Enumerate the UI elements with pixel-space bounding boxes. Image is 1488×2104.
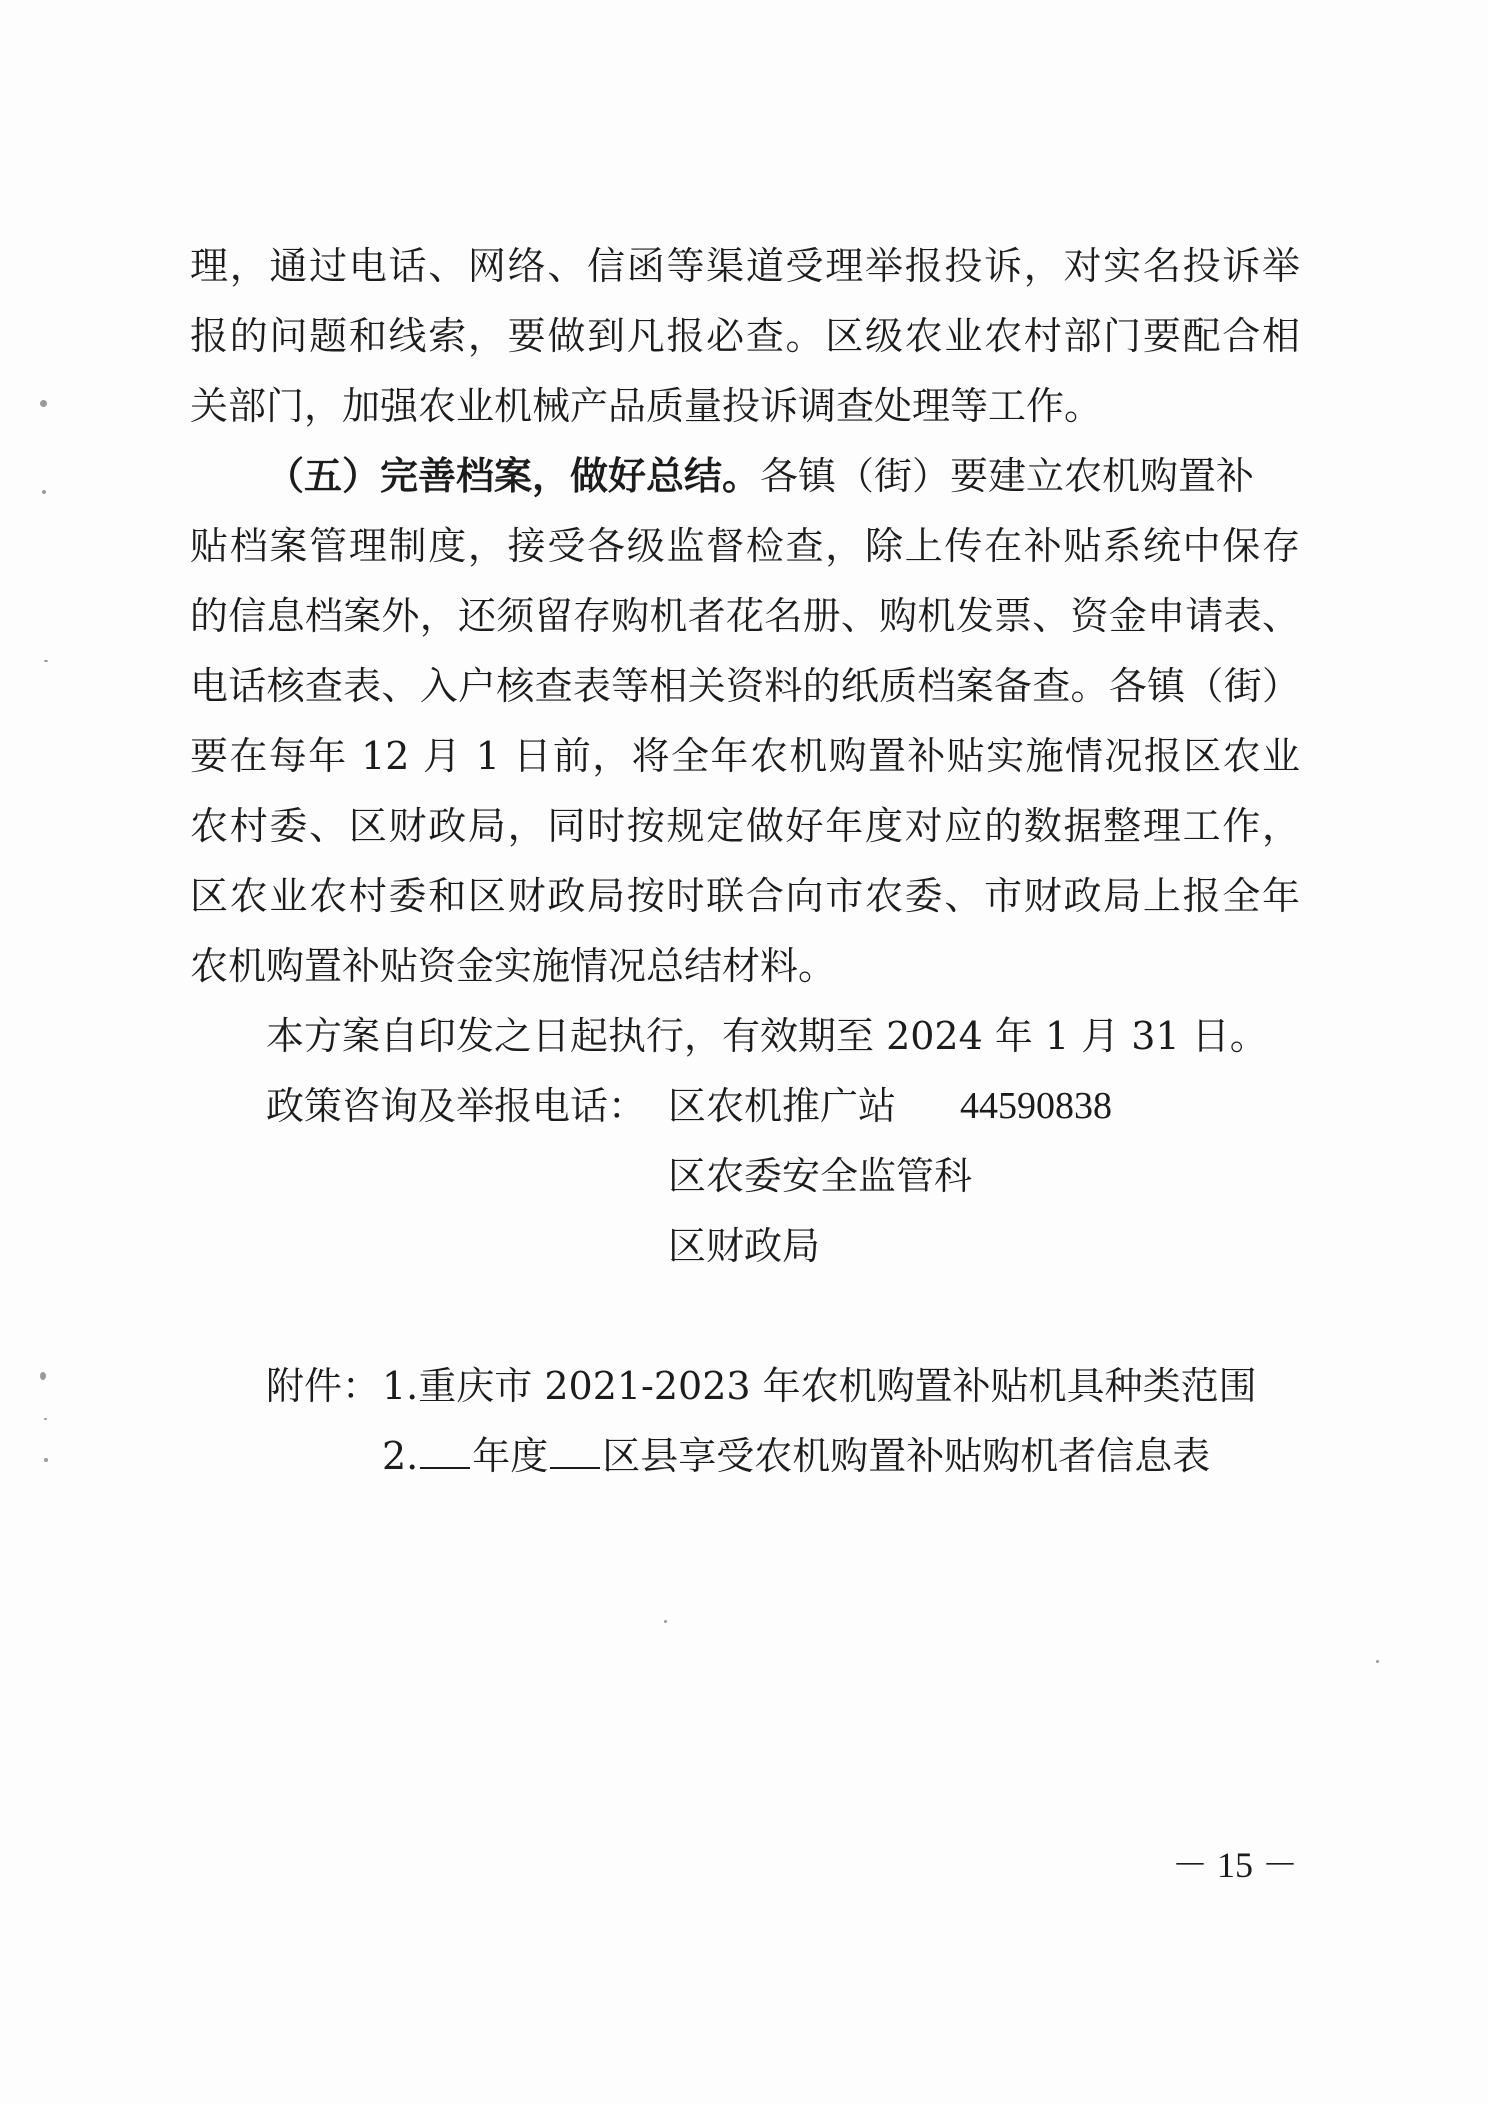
validity-statement: 本方案自印发之日起执行，有效期至 2024 年 1 月 31 日。 <box>266 1014 1268 1058</box>
paragraph-line: 报的问题和线索，要做到凡报必查。区级农业农村部门要配合相 <box>190 314 1300 358</box>
paragraph-line-with-heading <box>266 450 1300 502</box>
contact-phone: 44590838 <box>960 1085 1112 1127</box>
fill-in-blank <box>420 1433 470 1469</box>
paragraph-line: 农机购置补贴资金实施情况总结材料。 <box>190 944 837 988</box>
scan-speck <box>1376 1660 1379 1663</box>
attachment-text: 年度 <box>472 1434 549 1478</box>
scan-speck <box>40 1372 46 1380</box>
page-number: － 15 － <box>1171 1845 1298 1885</box>
contacts-label: 政策咨询及举报电话： <box>266 1084 647 1128</box>
attachment-item <box>382 1430 1300 1482</box>
scan-speck <box>44 1458 48 1462</box>
scan-speck <box>44 660 48 662</box>
scan-speck <box>40 400 47 407</box>
paragraph-line: 贴档案管理制度，接受各级监督检查，除上传在补贴系统中保存 <box>190 524 1300 568</box>
contact-name: 区农机推广站 <box>668 1084 897 1128</box>
paragraph-line: 农村委、区财政局，同时按规定做好年度对应的数据整理工作， <box>190 804 1300 848</box>
contact-name: 区财政局 <box>668 1224 821 1268</box>
attachment-text: 区县享受农机购置补贴购机者信息表 <box>602 1434 1211 1478</box>
scan-speck <box>42 490 46 494</box>
paragraph-line: 要在每年 12 月 1 日前，将全年农机购置补贴实施情况报区农业 <box>190 734 1300 778</box>
paragraph-text: 各镇（街）要建立农机购置补 <box>760 454 1255 498</box>
paragraph-line: 关部门，加强农业机械产品质量投诉调查处理等工作。 <box>190 384 1103 428</box>
paragraph-line: 的信息档案外，还须留存购机者花名册、购机发票、资金申请表、 <box>190 594 1300 638</box>
paragraph-line: 区农业农村委和区财政局按时联合向市农委、市财政局上报全年 <box>190 874 1300 918</box>
contact-name: 区农委安全监管科 <box>668 1154 973 1198</box>
attachments-label: 附件： <box>266 1364 381 1408</box>
attachment-number: 2. <box>382 1434 419 1478</box>
scan-speck <box>44 1418 47 1420</box>
attachment-item: 1.重庆市 2021-2023 年农机购置补贴机具种类范围 <box>382 1364 1257 1408</box>
scan-speck <box>664 1620 667 1623</box>
paragraph-line: 理，通过电话、网络、信函等渠道受理举报投诉，对实名投诉举 <box>190 244 1300 288</box>
section-heading: （五）完善档案，做好总结。 <box>266 454 761 498</box>
paragraph-line: 电话核查表、入户核查表等相关资料的纸质档案备查。各镇（街） <box>190 664 1300 708</box>
fill-in-blank <box>550 1433 600 1469</box>
